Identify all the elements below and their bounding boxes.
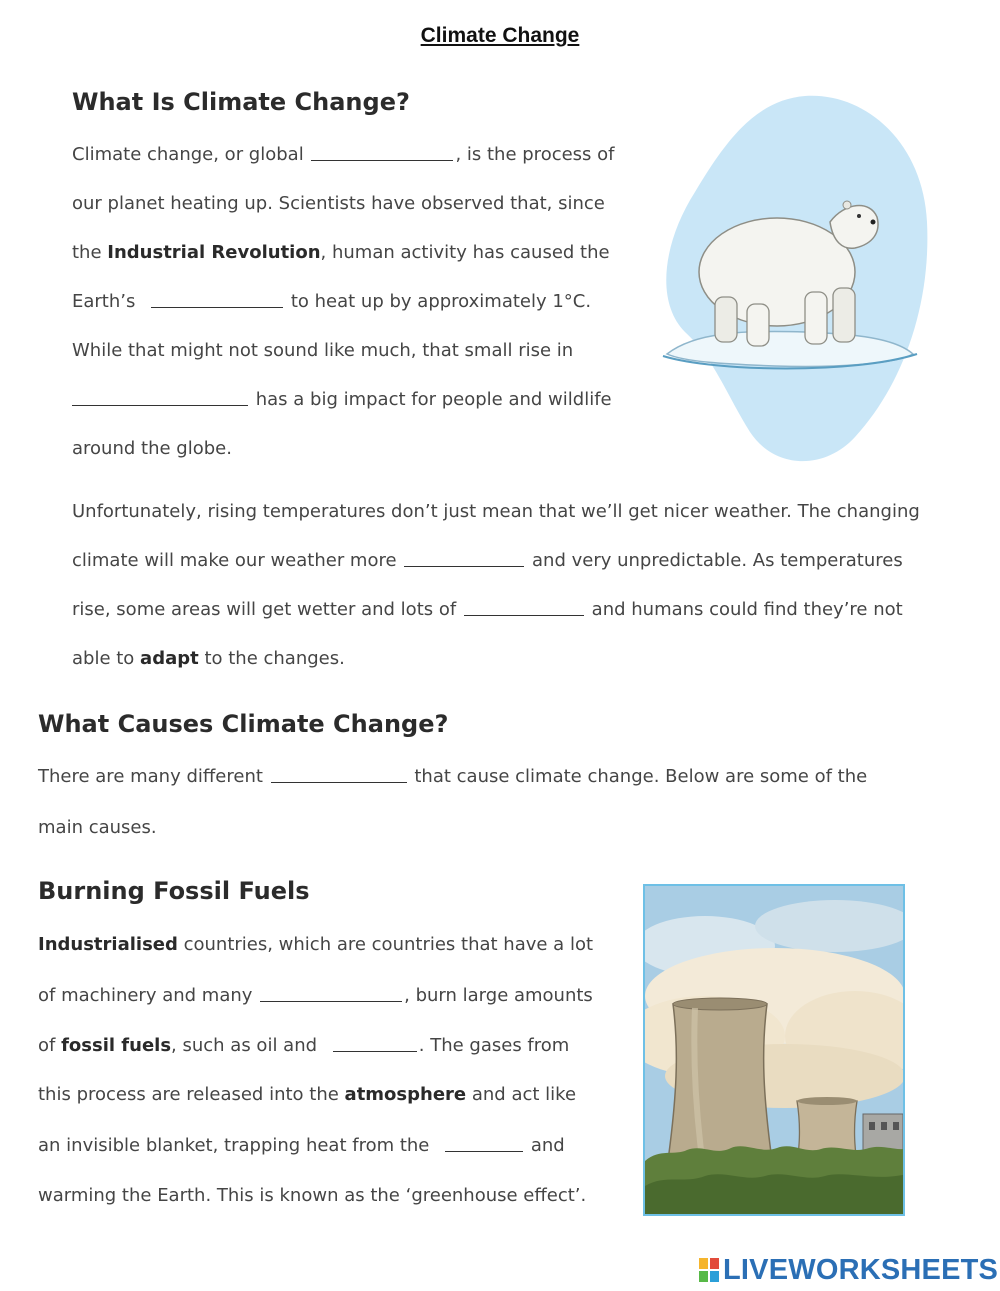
bold-term-adapt: adapt: [140, 648, 199, 669]
liveworksheets-logo: [698, 1253, 998, 1287]
text-line: [72, 647, 345, 671]
text-line: [72, 549, 903, 573]
text: Climate change, or global: [72, 144, 304, 165]
text-line: [38, 1083, 576, 1107]
text-line: [72, 290, 591, 314]
text: has a big impact for people and wildlife: [255, 389, 612, 410]
answer-input-2[interactable]: [151, 293, 283, 310]
polar-bear-illustration: [655, 92, 935, 472]
answer-input-4[interactable]: [404, 552, 524, 569]
text-line: [38, 1034, 569, 1058]
answer-blank-8[interactable]: [333, 1034, 417, 1052]
answer-blank-5[interactable]: [464, 598, 584, 616]
text: and act like: [466, 1084, 577, 1105]
text: and humans could find they’re not: [591, 599, 903, 620]
heading-burning-fossil-fuels: Burning Fossil Fuels: [38, 877, 310, 905]
text: countries, which are countries that have a lot: [177, 934, 594, 955]
text: There are many different: [38, 766, 263, 787]
answer-input-1[interactable]: [311, 146, 453, 163]
text-line: [72, 143, 615, 167]
bold-term-fossil-fuels: fossil fuels: [61, 1035, 172, 1056]
answer-blank-3[interactable]: [72, 388, 248, 406]
text: this process are released into the: [38, 1084, 345, 1105]
text: of: [38, 1035, 62, 1056]
answer-input-3[interactable]: [72, 391, 248, 408]
text: , such as oil and: [171, 1035, 318, 1056]
text-line: [72, 388, 612, 412]
heading-what-causes-climate-change: What Causes Climate Change?: [38, 710, 449, 738]
document-title: Climate Change: [420, 24, 580, 47]
answer-input-8[interactable]: [333, 1037, 417, 1054]
text-line: [38, 984, 593, 1008]
text: to the changes.: [198, 648, 345, 669]
text-line: [38, 1134, 565, 1158]
answer-blank-1[interactable]: [311, 143, 453, 161]
text: Earth’s: [72, 291, 136, 312]
text-line: [38, 765, 867, 789]
text: rise, some areas will get wetter and lots of: [72, 599, 457, 620]
answer-blank-2[interactable]: [151, 290, 283, 308]
text: climate will make our weather more: [72, 550, 397, 571]
answer-blank-4[interactable]: [404, 549, 524, 567]
text: to heat up by approximately 1°C.: [290, 291, 592, 312]
bold-term-atmosphere: atmosphere: [344, 1084, 467, 1105]
logo-cubes-icon: [698, 1257, 720, 1283]
text: and: [530, 1135, 565, 1156]
text-line: around the globe.: [72, 438, 232, 459]
answer-input-5[interactable]: [464, 601, 584, 618]
answer-blank-6[interactable]: [271, 765, 407, 783]
text-line: warming the Earth. This is known as the ‘greenhouse effect’.: [38, 1185, 587, 1206]
text-line: [72, 241, 610, 265]
text-line: Unfortunately, rising temperatures don’t just mean that we’ll get nicer weather. The changing: [72, 501, 920, 522]
text-line: [38, 933, 593, 957]
text: , human activity has caused the: [320, 242, 610, 263]
answer-input-9[interactable]: [445, 1137, 523, 1154]
power-plant-illustration: [643, 884, 905, 1216]
text: the: [72, 242, 108, 263]
text-line: our planet heating up. Scientists have observed that, since: [72, 193, 605, 214]
bold-term-industrial-revolution: Industrial Revolution: [107, 242, 321, 263]
text: an invisible blanket, trapping heat from the: [38, 1135, 430, 1156]
answer-input-7[interactable]: [260, 987, 402, 1004]
text-line: main causes.: [38, 817, 157, 838]
text: able to: [72, 648, 141, 669]
text: , burn large amounts: [404, 985, 593, 1006]
text-line: While that might not sound like much, that small rise in: [72, 340, 574, 361]
text: , is the process of: [455, 144, 615, 165]
heading-what-is-climate-change: What Is Climate Change?: [72, 88, 410, 116]
bold-term-industrialised: Industrialised: [38, 934, 178, 955]
answer-blank-7[interactable]: [260, 984, 402, 1002]
answer-input-6[interactable]: [271, 768, 407, 785]
text: . The gases from: [418, 1035, 570, 1056]
text-line: [72, 598, 903, 622]
answer-blank-9[interactable]: [445, 1134, 523, 1152]
logo-text: LIVEWORKSHEETS: [723, 1253, 999, 1286]
text: of machinery and many: [38, 985, 253, 1006]
text: that cause climate change. Below are some of the: [414, 766, 868, 787]
text: and very unpredictable. As temperatures: [532, 550, 903, 571]
